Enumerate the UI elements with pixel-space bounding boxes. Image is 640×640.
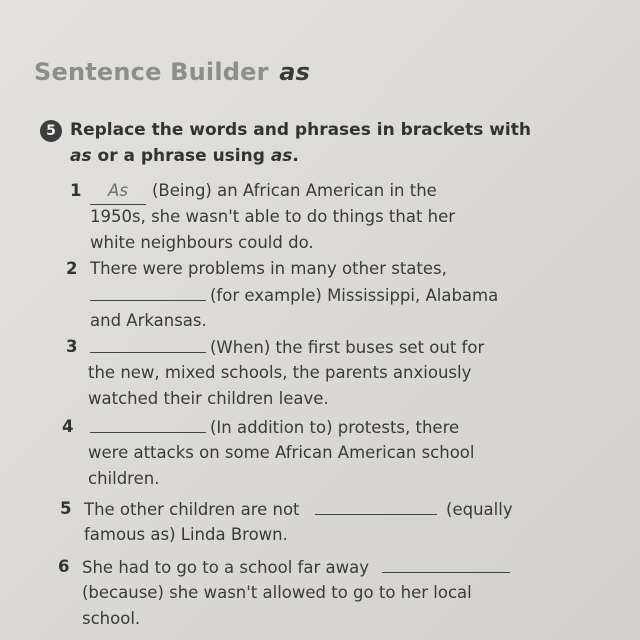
exercise-instruction [70,117,590,169]
item-1-line-3: white neighbours could do. [90,233,314,252]
section-heading [34,58,310,86]
item-2-line-1: There were problems in many other states, [90,259,447,278]
item-number: 3 [66,337,78,356]
item-5-line-1b: (equally [446,500,513,519]
item-3-line-3: watched their children leave. [88,389,329,408]
item-6-line-2: (because) she wasn't allowed to go to her local [82,583,472,602]
answer-blank-4[interactable] [90,414,206,433]
answer-blank-3[interactable] [90,334,206,353]
answer-blank-2[interactable] [90,282,206,301]
item-5-line-1a: The other children are not [84,500,300,519]
instruction-end: . [292,146,299,166]
item-2-line-3: and Arkansas. [90,311,207,330]
item-4-line-1: (In addition to) protests, there [210,418,460,437]
item-4-line-3: children. [88,469,160,488]
item-5-line-2: famous as) Linda Brown. [84,525,288,544]
section-title: Sentence Builder [34,58,269,86]
instruction-as-2: as [270,146,293,166]
item-number: 1 [70,181,82,200]
item-3-line-1: (When) the first buses set out for [210,338,485,357]
item-6-line-1: She had to go to a school far away [82,558,369,577]
item-number: 6 [58,557,70,576]
item-4-line-2: were attacks on some African American school [88,443,475,462]
exercise-number-badge: 5 [40,120,62,142]
item-number: 2 [66,259,78,278]
section-keyword: as [279,58,311,86]
answer-blank-1[interactable]: As [90,178,146,205]
item-1-line-2: 1950s, she wasn't able to do things that her [90,207,456,226]
item-number: 5 [60,499,72,518]
answer-blank-6[interactable] [382,554,510,573]
item-6-line-3: school. [82,609,141,628]
item-number: 4 [62,417,74,436]
instruction-mid: or a phrase using [91,146,271,166]
instruction-as-1: as [70,146,92,166]
instruction-line-1: Replace the words and phrases in brackets with [70,120,531,140]
item-1-line-1: (Being) an African American in the [152,181,437,200]
answer-blank-5[interactable] [315,496,437,515]
item-2-line-2: (for example) Mississippi, Alabama [210,286,499,305]
item-3-line-2: the new, mixed schools, the parents anxiously [88,363,472,382]
